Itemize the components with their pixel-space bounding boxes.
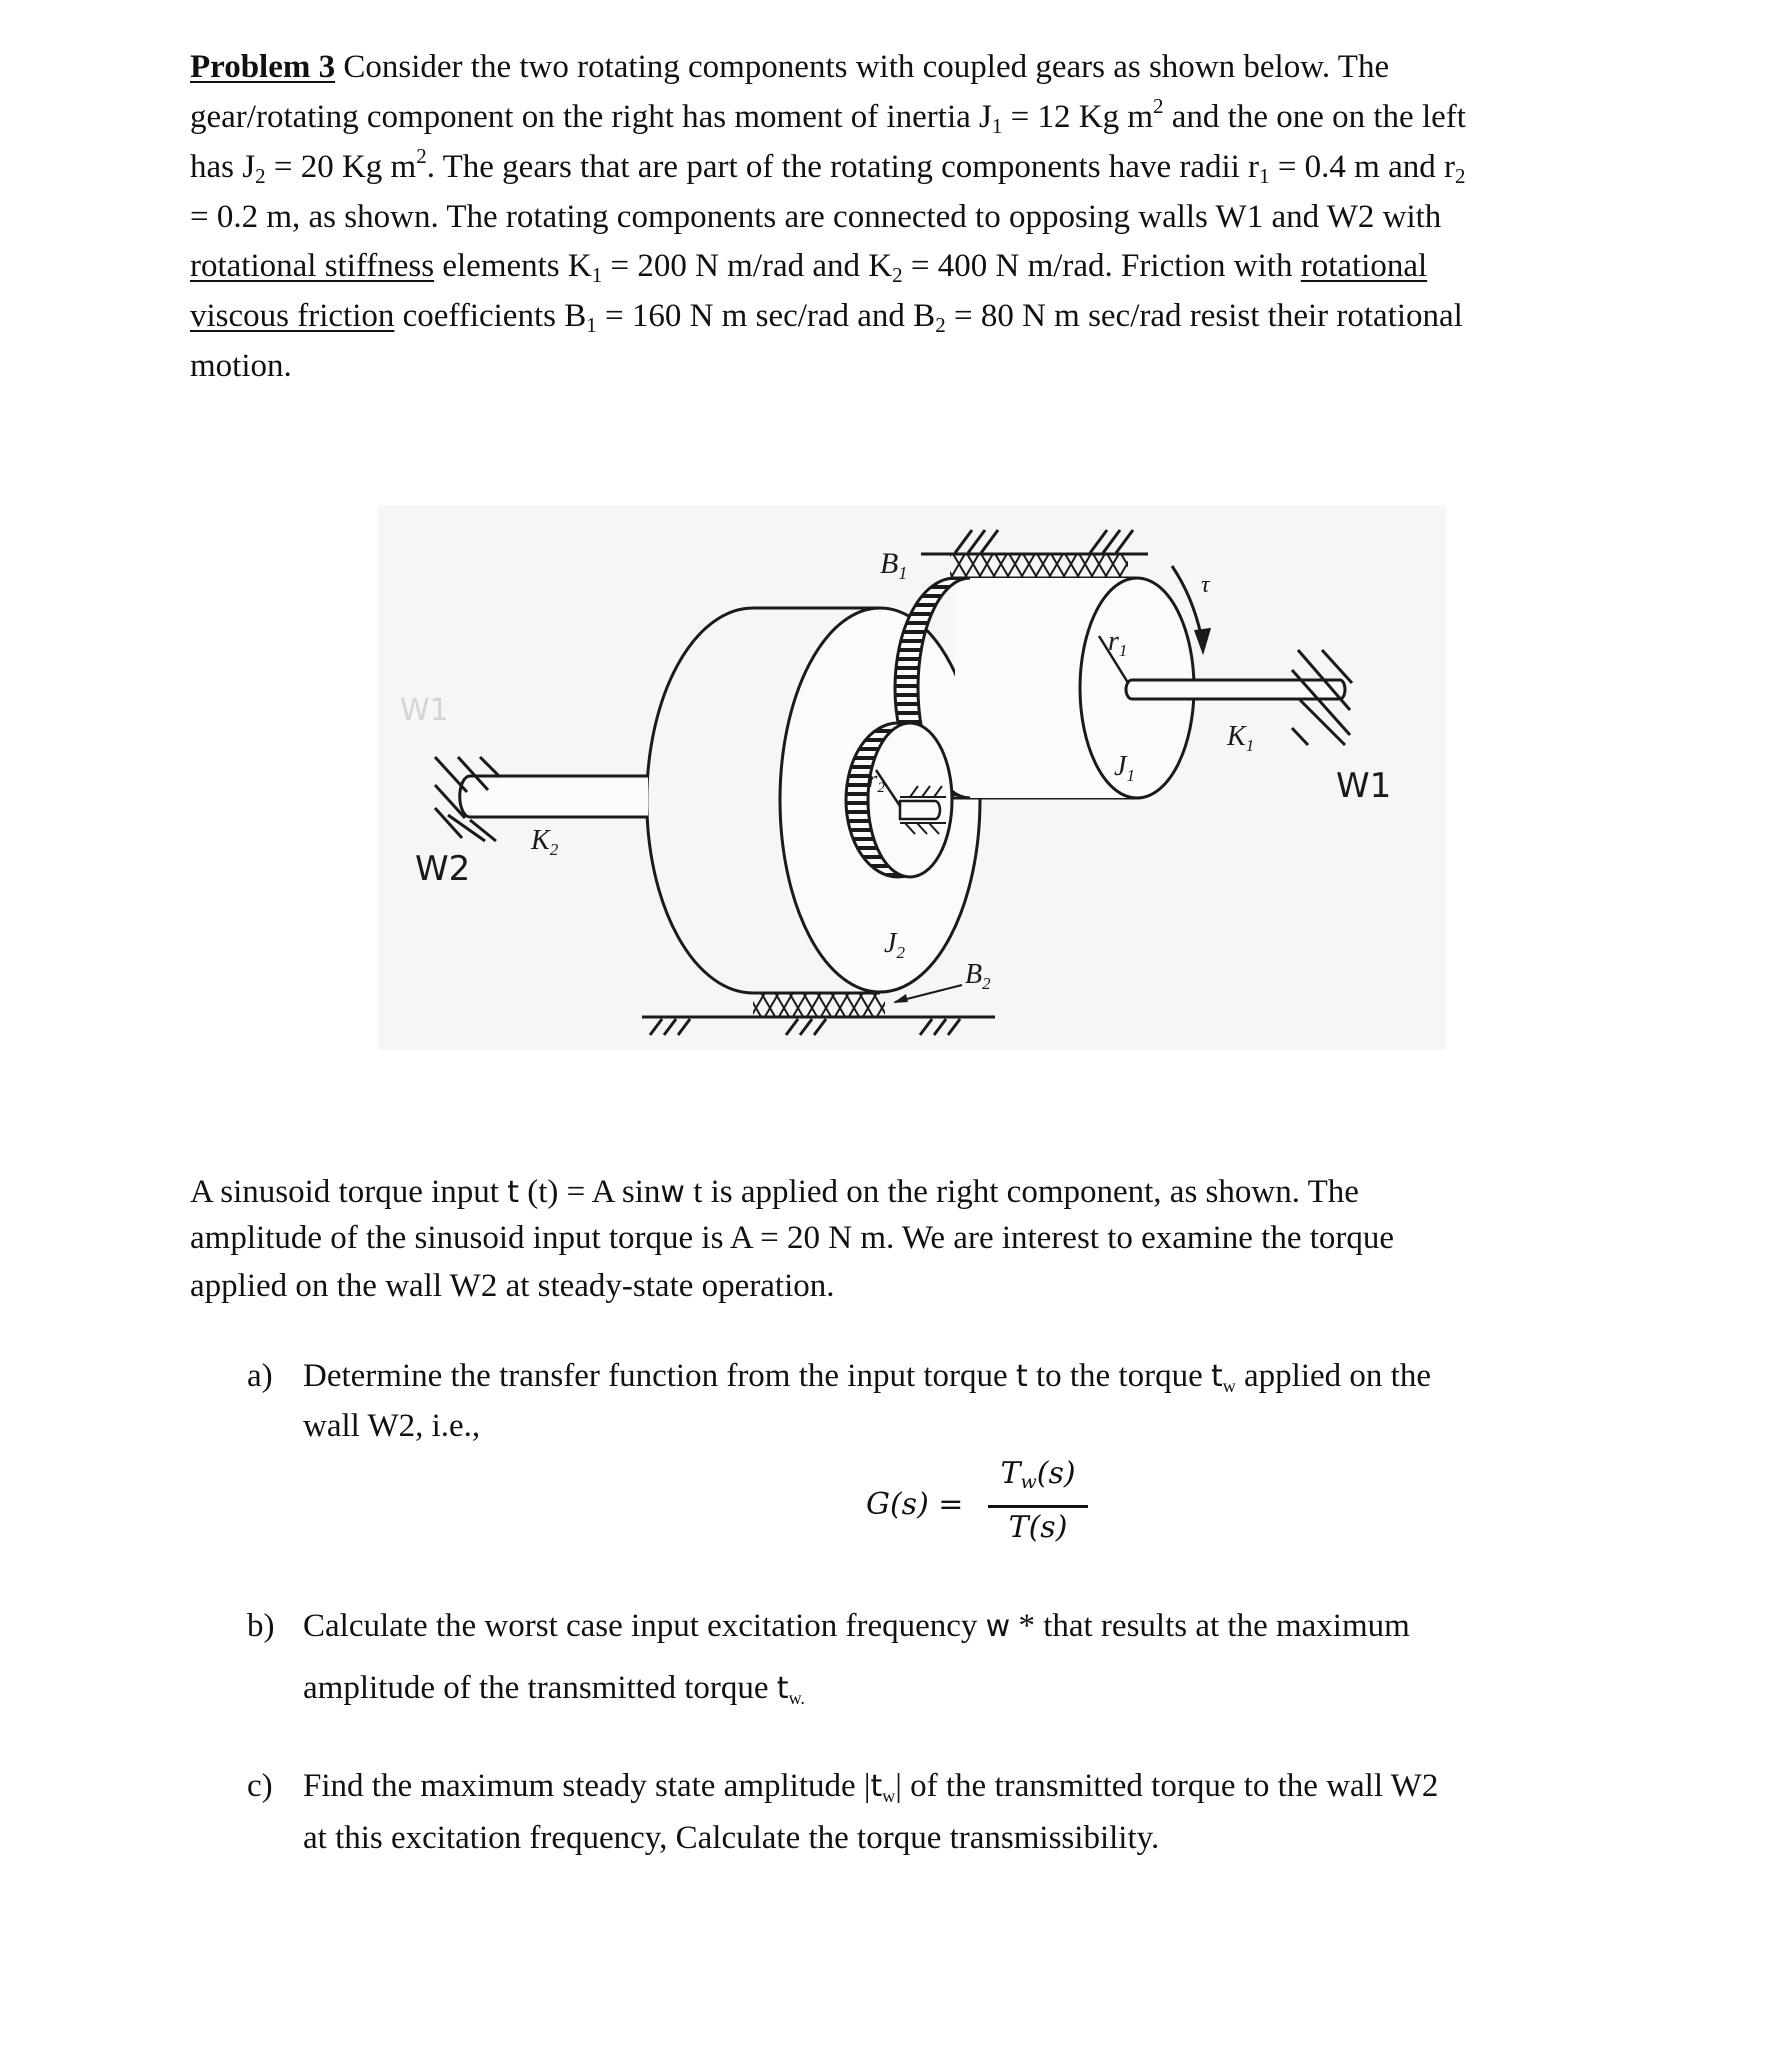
label-k2: $K_2$ [531, 825, 559, 859]
label-j2: $J_2$ [884, 928, 905, 962]
shaft-k1 [1126, 680, 1345, 699]
gear-r2 [846, 723, 952, 877]
problem-line-4: = 0.2 m, as shown. The rotating components are connected to opposing walls W1 and W2 with [190, 199, 1442, 235]
gear-system-diagram [378, 505, 1446, 1050]
tau-symbol: t [507, 1175, 519, 1210]
faded-w1-label: W1 [400, 693, 449, 728]
label-b2: $B_2$ [965, 959, 991, 993]
question-b-line-1: Calculate the worst case input excitation frequency w * that results at the maximum [303, 1608, 1410, 1644]
question-b-label: b) [247, 1608, 275, 1644]
label-w1: W1 [1336, 766, 1392, 806]
problem-line-7: motion. [190, 348, 292, 384]
question-a-label: a) [247, 1358, 273, 1394]
bearing-b1 [921, 530, 1148, 578]
formula-lhs: G(s) = [866, 1487, 964, 1522]
label-tau: τ [1201, 572, 1210, 598]
problem-line-5: rotational stiffness elements $K_1 = 200$ N m/rad and $K_2 = 400$ N m/rad. Friction with rotational [190, 248, 1428, 287]
fraction-bar [988, 1505, 1088, 1508]
question-a-line-2: wall W2, i.e., [303, 1408, 481, 1444]
input-line-1: A sinusoid torque input t (t) = A sinw t is applied on the right component, as shown. The [190, 1174, 1359, 1210]
label-k1: $K_1$ [1227, 721, 1255, 755]
problem-line-1: Problem 3 Consider the two rotating components with coupled gears as shown below. The [190, 49, 1390, 85]
problem-line-6: viscous friction coefficients $B_1 = 160$ N m sec/rad and $B_2 = 80$ N m sec/rad resist their rotational [190, 298, 1463, 337]
term-rotational: rotational [1300, 248, 1428, 284]
question-a-line-1: Determine the transfer function from the input torque t to the torque tw applied on the [303, 1358, 1431, 1396]
term-rotational-stiffness: rotational stiffness [190, 248, 435, 284]
omega-symbol: w [660, 1175, 685, 1210]
term-viscous-friction: viscous friction [190, 298, 395, 334]
label-w2: W2 [415, 849, 471, 889]
label-r2: $r_2$ [868, 767, 885, 796]
label-r1: $r_1$ [1108, 626, 1128, 660]
question-c-label: c) [247, 1768, 273, 1804]
label-b1: $B_1$ [880, 547, 908, 583]
question-c-line-1: Find the maximum steady state amplitude |tw| of the transmitted torque to the wall W2 [303, 1768, 1439, 1806]
transfer-function-formula [866, 1456, 1106, 1552]
input-line-2: amplitude of the sinusoid input torque is A = 20 N m. We are interest to examine the torque [190, 1220, 1395, 1256]
problem-heading: Problem 3 [190, 49, 336, 85]
label-j1: $J_1$ [1114, 751, 1135, 785]
question-c-line-2: at this excitation frequency, Calculate the torque transmissibility. [303, 1820, 1160, 1856]
diagram-svg [378, 505, 1446, 1050]
problem-line-3: has $J_2 = 20$ Kg $m^2$. The gears that are part of the rotating components have radii $r_1 = 0.4$ m and $r_2$ [190, 144, 1466, 188]
problem-line-2: gear/rotating component on the right has moment of inertia $J_1 = 12$ Kg $m^2$ and the one on the left [190, 94, 1466, 138]
input-line-3: applied on the wall W2 at steady-state operation. [190, 1268, 835, 1304]
formula-denominator: T(s) [1008, 1510, 1068, 1545]
question-b-line-2: amplitude of the transmitted torque tw. [303, 1670, 805, 1708]
shaft-k2 [460, 776, 648, 817]
formula-numerator: $T_w(s)$ [1000, 1456, 1076, 1493]
